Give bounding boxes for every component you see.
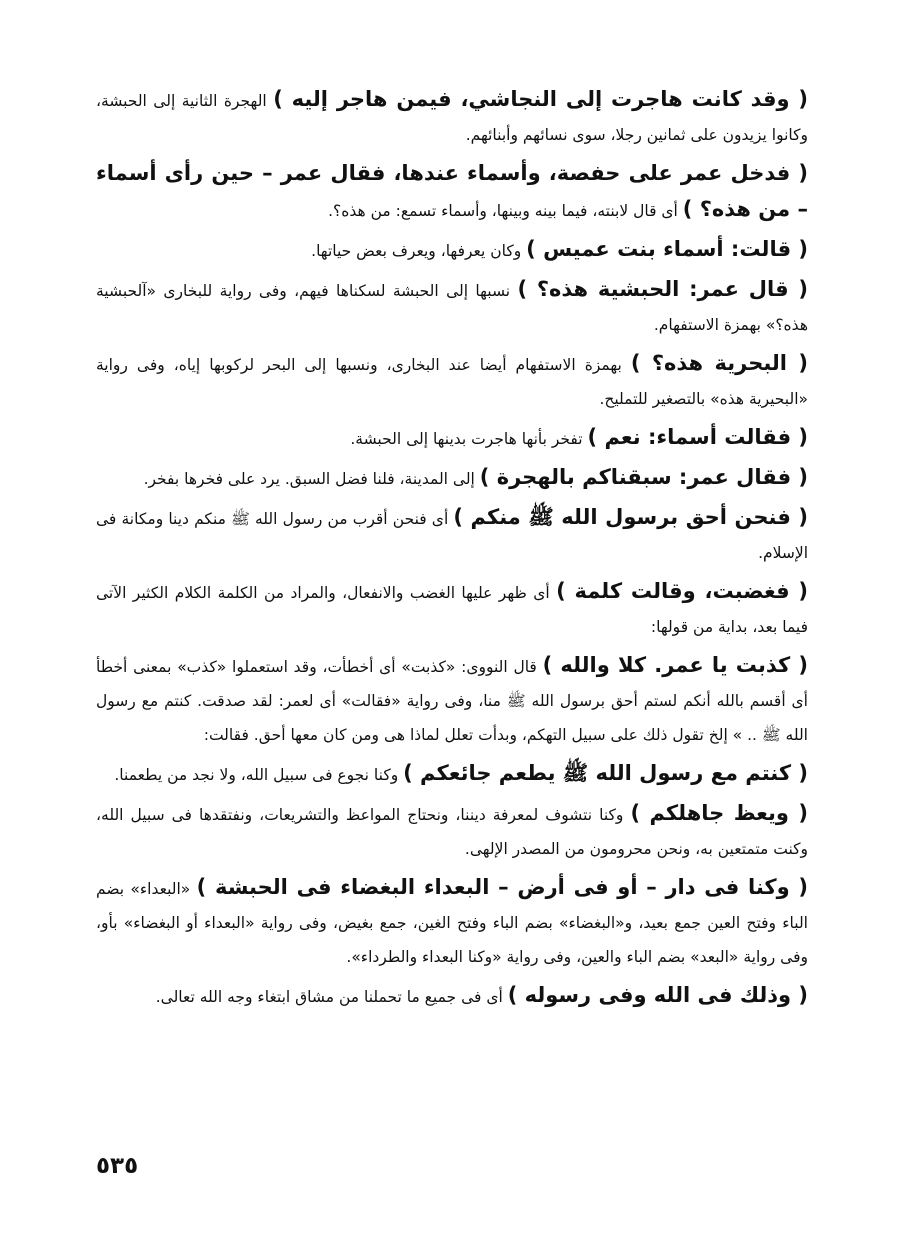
page-number: ٥٣٥ [96,1153,139,1179]
commentary: قال النووى: «كذبت» أى أخطأت، وقد استعملوا «كذب» بمعنى أخطأ أى أقسم بالله أنكم لستم أحق برسول الله ﷺ منا، وفى رواية «فقالت» أى لعمر: لقد صدقت. كنتم مع رسول الله ﷺ .. » إلخ تقول ذلك على سبيل التهكم، وبدأت تعلل لماذا هى ومن كان معها أحق. فقالت: [96,658,808,744]
commentary: أى فى جميع ما تحملنا من مشاق ابتغاء وجه الله تعالى. [155,988,503,1006]
commentary: وكنا نجوع فى سبيل الله، ولا نجد من يطعمنا. [114,766,399,784]
commentary: وكنا نتشوف لمعرفة ديننا، ونحتاج المواعظ والتشريعات، ونفتقدها فى سبيل الله، وكنت متمتعين به، ونحن محرومون من المصدر الإلهى. [96,806,808,858]
paragraph [96,870,808,974]
commentary: أى قال لابنته، فيما بينه وبينها، وأسماء تسمع: من هذه؟. [328,202,678,220]
quote-bold: ( ويعظ جاهلكم ) [630,801,808,825]
paragraph [96,978,808,1014]
commentary: الهجرة الثانية إلى الحبشة، وكانوا يزيدون على ثمانين رجلا، سوى نسائهم وأبنائهم. [96,92,808,144]
quote-bold: ( وذلك فى الله وفى رسوله ) [507,983,808,1007]
commentary: نسبها إلى الحبشة لسكناها فيهم، وفى رواية للبخارى «آلحبشية هذه؟» بهمزة الاستفهام. [96,282,808,334]
page-body [96,82,808,1018]
paragraph [96,420,808,456]
paragraph [96,460,808,496]
paragraph [96,82,808,152]
paragraph [96,272,808,342]
quote-bold: ( كنتم مع رسول الله ﷺ يطعم جائعكم ) [403,761,808,785]
commentary: بهمزة الاستفهام أيضا عند البخارى، ونسبها إلى البحر لركوبها إياه، وفى رواية «البحيرية هذه» بالتصغير للتمليح. [96,356,808,408]
quote-bold: ( فنحن أحق برسول الله ﷺ منكم ) [453,505,808,529]
paragraph [96,574,808,644]
paragraph [96,756,808,792]
quote-bold: ( فغضبت، وقالت كلمة ) [556,579,808,603]
quote-bold: ( قالت: أسماء بنت عميس ) [526,237,808,261]
paragraph [96,232,808,268]
quote-bold: ( فقالت أسماء: نعم ) [587,425,808,449]
commentary: إلى المدينة، فلنا فضل السبق. يرد على فخرها بفخر. [143,470,475,488]
quote-bold: ( البحرية هذه؟ ) [630,351,808,375]
quote-bold: ( فقال عمر: سبقناكم بالهجرة ) [479,465,808,489]
paragraph [96,648,808,752]
commentary: أى ظهر عليها الغضب والانفعال، والمراد من الكلمة الكلام الكثير الآتى فيما بعد، بداية من قولها: [96,584,808,636]
commentary: «البعداء» بضم الباء وفتح العين جمع بعيد، و«البغضاء» بضم الباء وفتح الغين، جمع بغيض، وفى رواية «البعداء أو البغضاء» بأو، وفى رواية «البعد» بضم الباء والعين، وفى رواية «وكنا البعداء والطرداء». [96,880,808,966]
paragraph [96,156,808,228]
quote-bold: ( قال عمر: الحبشية هذه؟ ) [517,277,808,301]
quote-bold: ( فدخل عمر على حفصة، وأسماء عندها، فقال عمر – حين رأى أسماء – من هذه؟ ) [96,161,808,221]
commentary: تفخر بأنها هاجرت بدينها إلى الحبشة. [350,430,583,448]
paragraph [96,346,808,416]
commentary: أى فنحن أقرب من رسول الله ﷺ منكم دينا ومكانة فى الإسلام. [96,510,808,562]
paragraph [96,500,808,570]
commentary: وكان يعرفها، ويعرف بعض حياتها. [311,242,522,260]
quote-bold: ( وقد كانت هاجرت إلى النجاشي، فيمن هاجر إليه ) [273,87,808,111]
quote-bold: ( وكنا فى دار – أو فى أرض – البعداء البغضاء فى الحبشة ) [196,875,808,899]
quote-bold: ( كذبت يا عمر. كلا والله ) [542,653,808,677]
paragraph [96,796,808,866]
